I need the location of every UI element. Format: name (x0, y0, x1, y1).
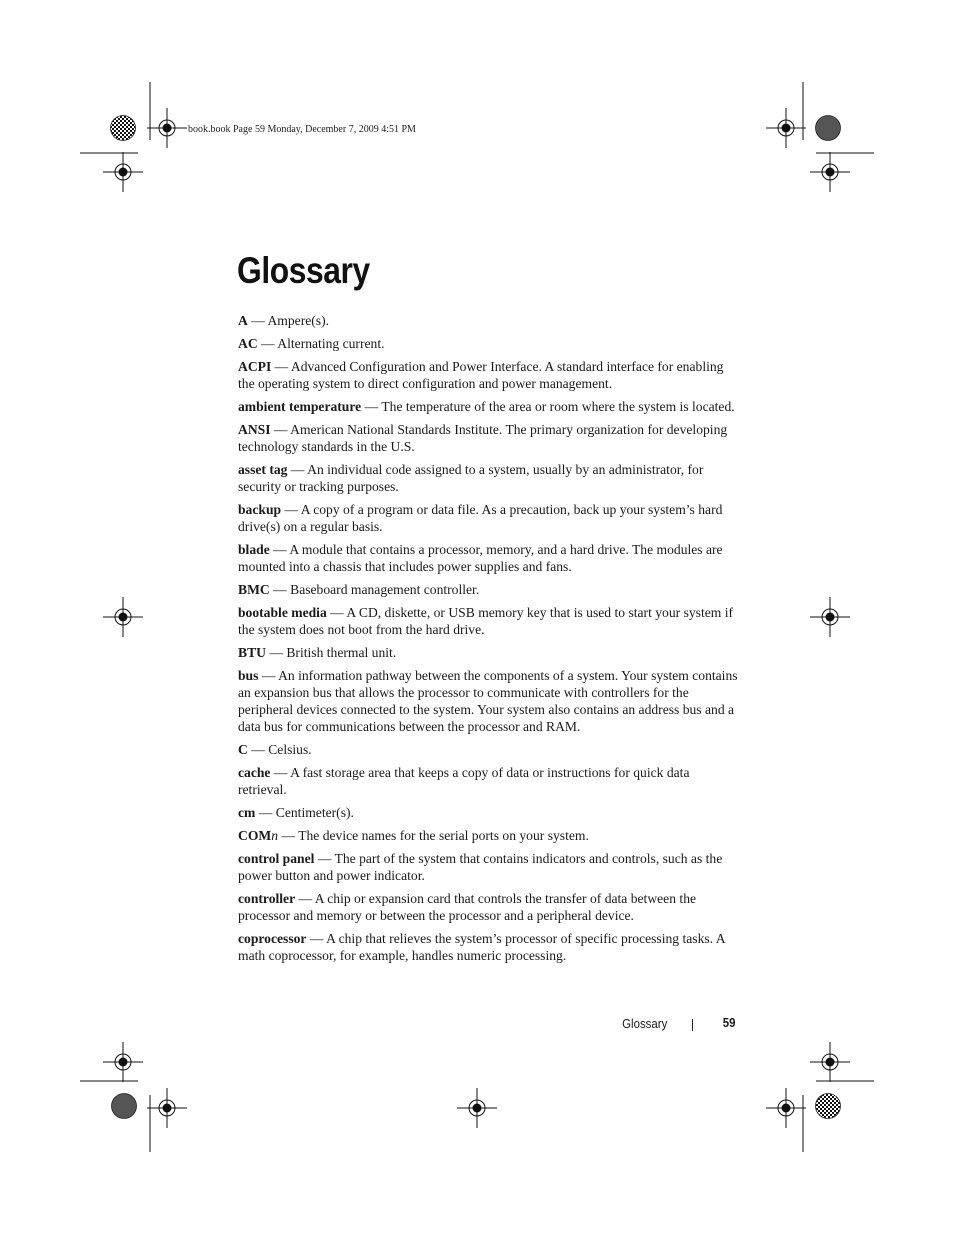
registration-mark (147, 108, 187, 148)
glossary-term: A (238, 313, 248, 328)
glossary-definition: A chip that relieves the system’s processor of specific processing tasks. A math coprocessor, for example, handles numeric processing. (238, 931, 725, 963)
glossary-term: bus (238, 668, 259, 683)
sunburst-bottom-right (816, 1094, 841, 1119)
sunburst-bottom-left (112, 1094, 137, 1119)
glossary-term: COMn (238, 828, 279, 843)
glossary-entry (238, 827, 738, 844)
registration-mark (103, 152, 143, 192)
glossary-entry (238, 335, 738, 352)
registration-mark (810, 1042, 850, 1082)
registration-mark (147, 1088, 187, 1128)
glossary-term: cm (238, 805, 256, 820)
em-dash-separator: — (274, 359, 289, 374)
glossary-entry (238, 644, 738, 661)
glossary-entry (238, 541, 738, 575)
glossary-definition: The device names for the serial ports on your system. (298, 828, 589, 843)
glossary-entry (238, 461, 738, 495)
em-dash-separator: — (251, 742, 265, 757)
glossary-definition: A fast storage area that keeps a copy of data or instructions for quick data retrieval. (238, 765, 690, 797)
glossary-definition: An individual code assigned to a system, usually by an administrator, for security or tracking purposes. (238, 462, 704, 494)
em-dash-separator: — (364, 399, 379, 414)
glossary-term: coprocessor (238, 931, 307, 946)
glossary-definition: Ampere(s). (267, 313, 330, 328)
glossary-entry (238, 764, 738, 798)
glossary-definition: The part of the system that contains indicators and controls, such as the power button and power indicator. (238, 851, 723, 883)
glossary-term: ACPI (238, 359, 272, 374)
glossary-definition: A module that contains a processor, memory, and a hard drive. The modules are mounted into a chassis that includes power supplies and fans. (238, 542, 723, 574)
glossary-entry (238, 890, 738, 924)
em-dash-separator: — (330, 605, 344, 620)
glossary-definition: Alternating current. (277, 336, 385, 351)
em-dash-separator: — (309, 931, 324, 946)
em-dash-separator: — (284, 502, 299, 517)
em-dash-separator: — (269, 645, 283, 660)
em-dash-separator: — (273, 542, 287, 557)
registration-mark (810, 597, 850, 637)
glossary-term: backup (238, 502, 282, 517)
glossary-term: C (238, 742, 248, 757)
glossary-definition: An information pathway between the components of a system. Your system contains an expansion bus that allows the processor to communicate with controllers for the peripheral devices connected to the system. Your system also contains an address bus and a data bus for communications between the processor and RAM. (238, 668, 738, 734)
glossary-entry (238, 358, 738, 392)
glossary-definition: Celsius. (268, 742, 312, 757)
glossary-definition: Centimeter(s). (275, 805, 354, 820)
page-number: 59 (722, 1015, 735, 1030)
em-dash-separator: — (273, 422, 288, 437)
glossary-term: AC (238, 336, 258, 351)
glossary-entry (238, 804, 738, 821)
glossary-entry (238, 312, 738, 329)
glossary-definition: Baseboard management controller. (290, 582, 480, 597)
glossary-entry (238, 850, 738, 884)
page-footer (600, 1015, 735, 1035)
glossary-term: BMC (238, 582, 270, 597)
page-title: Glossary (237, 250, 370, 291)
footer-divider (692, 1019, 693, 1031)
glossary-term: bootable media (238, 605, 327, 620)
sunburst-top-left (111, 116, 136, 141)
glossary-term: blade (238, 542, 270, 557)
glossary-entry (238, 604, 738, 638)
registration-mark (766, 108, 806, 148)
glossary-definition: A CD, diskette, or USB memory key that is used to start your system if the system does not boot from the hard drive. (238, 605, 734, 637)
registration-mark (810, 152, 850, 192)
glossary-list (238, 312, 738, 970)
glossary-definition: The temperature of the area or room where the system is located. (381, 399, 735, 414)
em-dash-separator: — (290, 462, 305, 477)
glossary-term: asset tag (238, 462, 288, 477)
glossary-definition: A chip or expansion card that controls the transfer of data between the processor and memory or between the processor and a peripheral device. (238, 891, 697, 923)
glossary-term: cache (238, 765, 271, 780)
glossary-entry (238, 421, 738, 455)
print-slug: book.book Page 59 Monday, December 7, 2009 4:51 PM (188, 124, 416, 135)
glossary-entry (238, 581, 738, 598)
glossary-entry (238, 741, 738, 758)
glossary-term: ANSI (238, 422, 271, 437)
em-dash-separator: — (261, 668, 276, 683)
registration-mark (766, 1088, 806, 1128)
glossary-definition: British thermal unit. (286, 645, 397, 660)
em-dash-separator: — (273, 765, 288, 780)
em-dash-separator: — (273, 582, 287, 597)
em-dash-separator: — (317, 851, 332, 866)
glossary-term: ambient temperature (238, 399, 362, 414)
registration-mark (103, 597, 143, 637)
footer-section-label: Glossary (621, 1016, 667, 1031)
sunburst-top-right (816, 116, 841, 141)
glossary-term: control panel (238, 851, 315, 866)
em-dash-separator: — (281, 828, 296, 843)
glossary-definition: American National Standards Institute. The primary organization for developing technology standards in the U.S. (238, 422, 728, 454)
em-dash-separator: — (261, 336, 275, 351)
registration-mark (103, 1042, 143, 1082)
glossary-entry (238, 501, 738, 535)
em-dash-separator: — (298, 891, 313, 906)
glossary-entry (238, 930, 738, 964)
glossary-entry (238, 398, 738, 415)
registration-mark (457, 1088, 497, 1128)
glossary-definition: Advanced Configuration and Power Interface. A standard interface for enabling the operating system to direct configuration and power management. (238, 359, 724, 391)
glossary-entry (238, 667, 738, 735)
em-dash-separator: — (251, 313, 265, 328)
glossary-term: BTU (238, 645, 266, 660)
glossary-definition: A copy of a program or data file. As a precaution, back up your system’s hard drive(s) on a regular basis. (238, 502, 723, 534)
glossary-term: controller (238, 891, 296, 906)
em-dash-separator: — (258, 805, 273, 820)
